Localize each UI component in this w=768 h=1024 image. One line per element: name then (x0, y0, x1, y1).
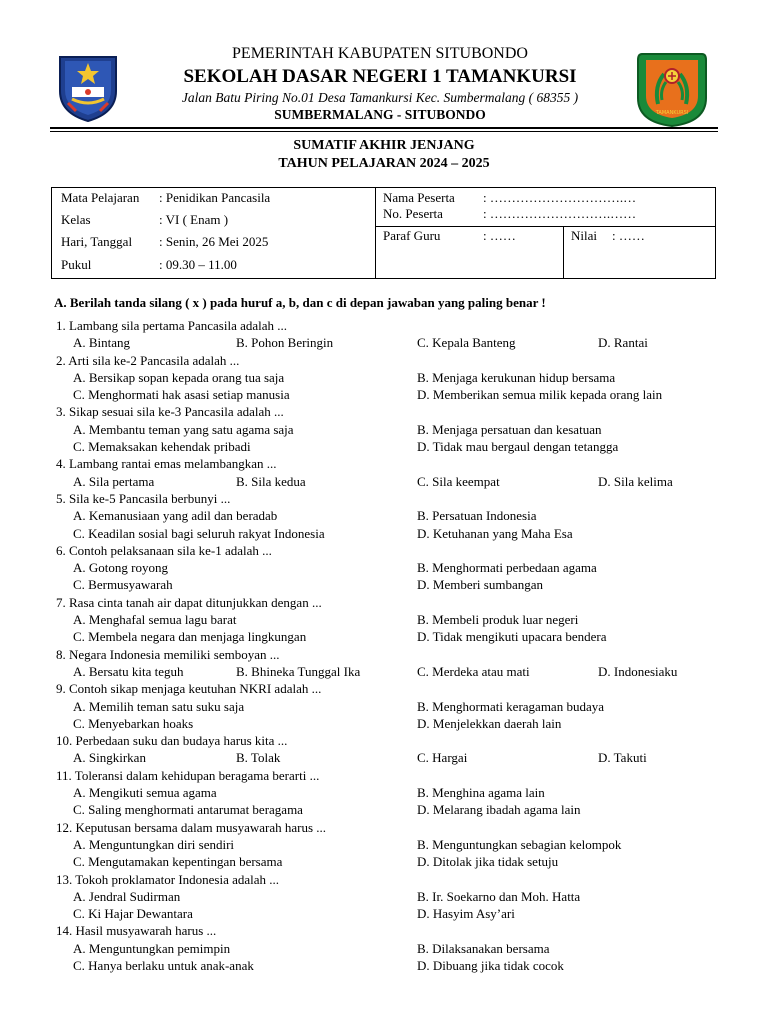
option-row (0, 716, 768, 733)
class-label: Kelas (61, 212, 91, 227)
option-b[interactable]: B. Dilaksanakan bersama (417, 940, 550, 956)
question-text: 12. Keputusan bersama dalam musyawarah harus ... (56, 819, 327, 835)
option-row (0, 577, 768, 594)
option-d[interactable]: D. Memberikan semua milik kepada orang lain (417, 387, 663, 403)
participant-name-label: Nama Peserta (383, 190, 455, 205)
option-d[interactable]: D. Sila kelima (598, 473, 673, 489)
option-c[interactable]: C. Hargai (417, 750, 468, 766)
question-line (0, 491, 768, 508)
score-label: Nilai (571, 228, 597, 243)
option-a[interactable]: A. Membantu teman yang satu agama saja (73, 421, 294, 437)
question-text: 6. Contoh pelaksanaan sila ke-1 adalah ... (56, 542, 272, 558)
option-a[interactable]: A. Singkirkan (73, 750, 146, 766)
option-d[interactable]: D. Ketuhanan yang Maha Esa (417, 525, 573, 541)
option-c[interactable]: C. Sila keempat (417, 473, 500, 489)
date-value: : Senin, 26 Mei 2025 (159, 234, 269, 249)
option-a[interactable]: A. Bersikap sopan kepada orang tua saja (73, 369, 285, 385)
time-value: : 09.30 – 11.00 (159, 257, 237, 272)
exam-title: SUMATIF AKHIR JENJANG (293, 138, 475, 153)
situbondo-regency-emblem-icon (56, 51, 120, 123)
option-a[interactable]: A. Bintang (73, 335, 131, 351)
option-a[interactable]: A. Menghafal semua lagu barat (73, 612, 237, 628)
option-row (0, 370, 768, 387)
option-b[interactable]: B. Ir. Soekarno dan Moh. Hatta (417, 888, 581, 904)
school-emblem-icon (634, 50, 710, 128)
option-c[interactable]: C. Saling menghormati antarumat beragama (73, 802, 303, 818)
option-b[interactable]: B. Menjaga kerukunan hidup bersama (417, 369, 616, 385)
question-line (0, 353, 768, 370)
question-line (0, 820, 768, 837)
option-b[interactable]: B. Bhineka Tunggal Ika (236, 663, 361, 679)
option-row (0, 906, 768, 923)
option-a[interactable]: A. Memilih teman satu suku saja (73, 698, 245, 714)
option-b[interactable]: B. Sila kedua (236, 473, 306, 489)
option-d[interactable]: D. Ditolak jika tidak setuju (417, 854, 559, 870)
option-row (0, 785, 768, 802)
option-row (0, 387, 768, 404)
header-rule-thin (50, 131, 718, 132)
option-c[interactable]: C. Memaksakan kehendak pribadi (73, 439, 251, 455)
question-text: 10. Perbedaan suku dan budaya harus kita ... (56, 733, 288, 749)
option-row (0, 612, 768, 629)
svg-text:TAMANKURSI: TAMANKURSI (655, 110, 689, 116)
option-b[interactable]: B. Menguntungkan sebagian kelompok (417, 836, 622, 852)
option-row (0, 439, 768, 456)
question-line (0, 456, 768, 473)
option-a[interactable]: A. Jendral Sudirman (73, 888, 181, 904)
subject-label: Mata Pelajaran (61, 190, 140, 205)
option-row (0, 560, 768, 577)
option-c[interactable]: C. Menyebarkan hoaks (73, 715, 194, 731)
question-line (0, 318, 768, 335)
option-a[interactable]: A. Menguntungkan diri sendiri (73, 836, 235, 852)
option-b[interactable]: B. Menjaga persatuan dan kesatuan (417, 421, 602, 437)
option-b[interactable]: B. Menghormati perbedaan agama (417, 560, 597, 576)
info-divider-vertical-2 (563, 226, 564, 278)
exam-year: TAHUN PELAJARAN 2024 – 2025 (278, 156, 490, 171)
option-row (0, 629, 768, 646)
question-text: 13. Tokoh proklamator Indonesia adalah ... (56, 871, 280, 887)
question-line (0, 872, 768, 889)
option-a[interactable]: A. Gotong royong (73, 560, 168, 576)
question-text: 7. Rasa cinta tanah air dapat ditunjukkan dengan ... (56, 594, 322, 610)
option-row (0, 699, 768, 716)
option-b[interactable]: B. Pohon Beringin (236, 335, 334, 351)
option-d[interactable]: D. Memberi sumbangan (417, 577, 544, 593)
option-c[interactable]: C. Hanya berlaku untuk anak-anak (73, 957, 254, 973)
question-line (0, 595, 768, 612)
question-text: 9. Contoh sikap menjaga keutuhan NKRI adalah ... (56, 681, 322, 697)
option-d[interactable]: D. Menjelekkan daerah lain (417, 715, 562, 731)
option-a[interactable]: A. Bersatu kita teguh (73, 663, 184, 679)
option-d[interactable]: D. Melarang ibadah agama lain (417, 802, 581, 818)
option-d[interactable]: D. Tidak mengikuti upacara bendera (417, 629, 607, 645)
option-b[interactable]: B. Persatuan Indonesia (417, 508, 537, 524)
question-line (0, 543, 768, 560)
option-c[interactable]: C. Merdeka atau mati (417, 663, 530, 679)
participant-number-label: No. Peserta (383, 206, 443, 221)
option-row (0, 837, 768, 854)
option-c[interactable]: C. Kepala Banteng (417, 335, 516, 351)
option-d[interactable]: D. Tidak mau bergaul dengan tetangga (417, 439, 619, 455)
question-line (0, 733, 768, 750)
option-c[interactable]: C. Bermusyawarah (73, 577, 173, 593)
question-text: 2. Arti sila ke-2 Pancasila adalah ... (56, 352, 240, 368)
class-value: : VI ( Enam ) (159, 212, 229, 227)
subject-value: : Penidikan Pancasila (159, 190, 271, 205)
option-row (0, 941, 768, 958)
question-text: 1. Lambang sila pertama Pancasila adalah ... (56, 318, 288, 333)
question-text: 8. Negara Indonesia memiliki semboyan ... (56, 646, 280, 662)
question-text: 11. Toleransi dalam kehidupan beragama berarti ... (56, 767, 320, 783)
option-d[interactable]: D. Hasyim Asy’ari (417, 906, 515, 922)
teacher-initial-field[interactable]: : …… (483, 228, 516, 243)
teacher-initial-label: Paraf Guru (383, 228, 441, 243)
score-field[interactable]: : …… (612, 228, 645, 243)
participant-name-field[interactable]: : ………………………….… (483, 190, 637, 205)
exam-info-box (51, 187, 716, 279)
option-a[interactable]: A. Menguntungkan pemimpin (73, 940, 231, 956)
question-list (0, 318, 768, 975)
option-a[interactable]: A. Mengikuti semua agama (73, 785, 217, 801)
option-row (0, 335, 768, 352)
option-d[interactable]: D. Dibuang jika tidak cocok (417, 957, 564, 973)
date-label: Hari, Tanggal (61, 234, 133, 249)
option-row (0, 508, 768, 525)
question-line (0, 768, 768, 785)
option-row (0, 889, 768, 906)
option-c[interactable]: C. Menghormati hak asasi setiap manusia (73, 387, 290, 403)
option-row (0, 664, 768, 681)
option-a[interactable]: A. Sila pertama (73, 473, 155, 489)
time-label: Pukul (61, 257, 92, 272)
question-line (0, 923, 768, 940)
school-name: SEKOLAH DASAR NEGERI 1 TAMANKURSI (183, 66, 577, 87)
info-divider-vertical (375, 188, 376, 278)
school-address: Jalan Batu Piring No.01 Desa Tamankursi Kec. Sumbermalang ( 68355 ) (181, 90, 579, 105)
question-text: 5. Sila ke-5 Pancasila berbunyi ... (56, 490, 231, 506)
option-row (0, 474, 768, 491)
question-text: 3. Sikap sesuai sila ke-3 Pancasila adalah ... (56, 404, 284, 420)
option-row (0, 958, 768, 975)
option-b[interactable]: B. Menghina agama lain (417, 785, 545, 801)
section-a-instruction: A. Berilah tanda silang ( x ) pada huruf a, b, dan c di depan jawaban yang paling benar ! (54, 295, 546, 310)
option-c[interactable]: C. Mengutamakan kepentingan bersama (73, 854, 283, 870)
question-text: 4. Lambang rantai emas melambangkan ... (56, 456, 277, 472)
header-rule-thick (50, 127, 718, 129)
question-text: 14. Hasil musyawarah harus ... (56, 923, 217, 939)
letterhead (0, 0, 768, 130)
option-row (0, 750, 768, 767)
option-b[interactable]: B. Tolak (236, 750, 281, 766)
option-row (0, 422, 768, 439)
option-c[interactable]: C. Keadilan sosial bagi seluruh rakyat Indonesia (73, 525, 325, 541)
option-d[interactable]: D. Rantai (598, 335, 648, 351)
participant-number-field[interactable]: : ……………………….…… (483, 206, 637, 221)
info-divider-horizontal (375, 226, 715, 227)
option-a[interactable]: A. Kemanusiaan yang adil dan beradab (73, 508, 278, 524)
option-row (0, 526, 768, 543)
question-line (0, 681, 768, 698)
school-region: SUMBERMALANG - SITUBONDO (274, 107, 486, 122)
option-c[interactable]: C. Ki Hajar Dewantara (73, 906, 193, 922)
option-b[interactable]: B. Membeli produk luar negeri (417, 612, 579, 628)
option-d[interactable]: D. Takuti (598, 750, 647, 766)
question-line (0, 647, 768, 664)
option-row (0, 802, 768, 819)
option-b[interactable]: B. Menghormati keragaman budaya (417, 698, 604, 714)
option-c[interactable]: C. Membela negara dan menjaga lingkungan (73, 629, 307, 645)
option-row (0, 854, 768, 871)
government-name: PEMERINTAH KABUPATEN SITUBONDO (232, 45, 528, 62)
option-d[interactable]: D. Indonesiaku (598, 663, 678, 679)
question-line (0, 404, 768, 421)
